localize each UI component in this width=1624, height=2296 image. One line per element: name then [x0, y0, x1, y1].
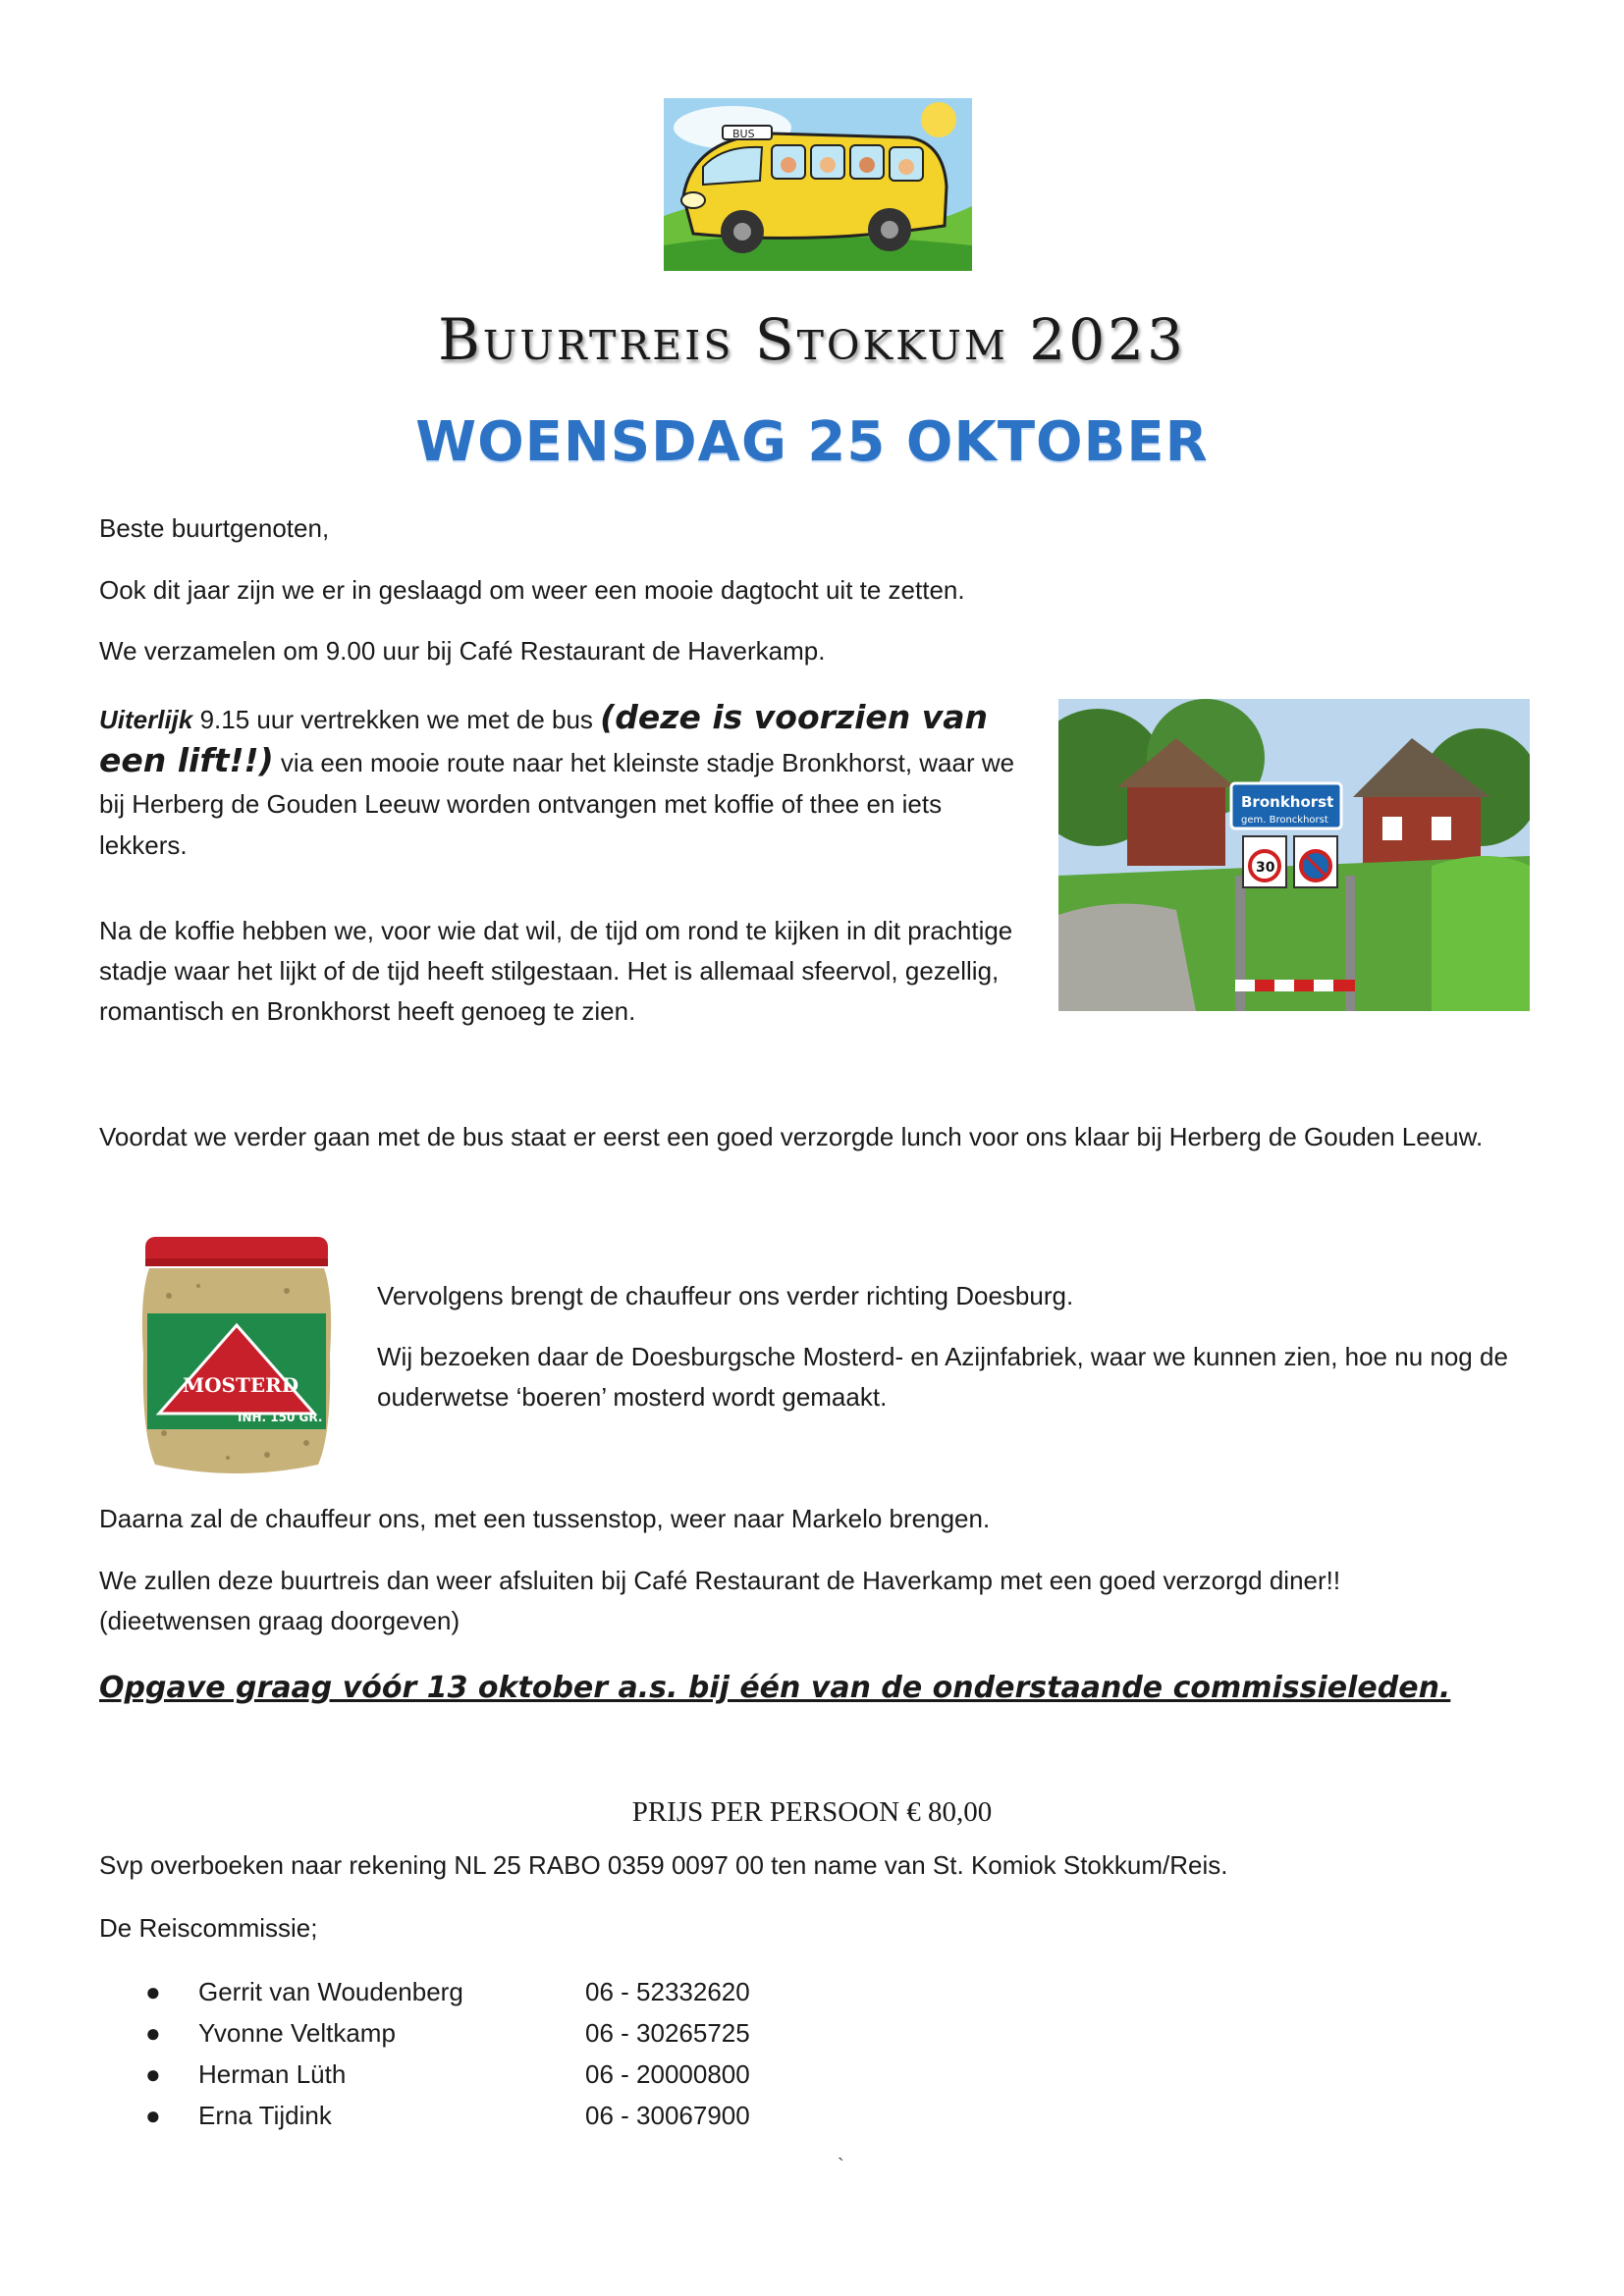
paragraph-mustard-factory: Wij bezoeken daar de Doesburgsche Mosterd- en Azijnfabriek, waar we kunnen zien, hoe nu nog de ouderwetse ‘boeren’ mosterd wordt gemaakt. [377, 1342, 1508, 1412]
member-phone: 06 - 52332620 [585, 1977, 750, 2006]
member-phone: 06 - 30067900 [585, 2101, 750, 2130]
member-name: Erna Tijdink [198, 2101, 332, 2130]
paragraph-dinner: We zullen deze buurtreis dan weer afsluiten bij Café Restaurant de Haverkamp met een goed verzorgd diner!! (dieetwensen graag doorgeven) [99, 1566, 1341, 1635]
sign-speed: 30 [1256, 860, 1275, 876]
paragraph-doesburg: Vervolgens brengt de chauffeur ons verder richting Doesburg. [377, 1281, 1074, 1310]
page-title: Buurtreis Stokkum 2023 [438, 306, 1186, 373]
bus-illustration [664, 98, 972, 271]
paragraph-intro: Ook dit jaar zijn we er in geslaagd om weer een mooie dagtocht uit te zetten. [99, 575, 965, 605]
departure-text-a: 9.15 uur vertrekken we met de bus [192, 705, 601, 734]
bullet-icon: ● [145, 2059, 161, 2089]
event-date: WOENSDAG 25 OKTOBER [415, 410, 1209, 474]
bank-instruction: Svp overboeken naar rekening NL 25 RABO 0359 0097 00 ten name van St. Komiok Stokkum/Reis. [99, 1850, 1228, 1880]
paragraph-meeting: We verzamelen om 9.00 uur bij Café Restaurant de Haverkamp. [99, 636, 826, 666]
jar-weight-text: INH. 150 GR. [238, 1411, 323, 1424]
member-phone: 06 - 30265725 [585, 2018, 750, 2048]
sign-municipality: gem. Bronckhorst [1241, 815, 1328, 826]
signup-notice: Opgave graag vóór 13 oktober a.s. bij één van de onderstaande commissieleden. [99, 1671, 1451, 1705]
lift-emphasis: (deze is voorzien van een lift!!) [99, 698, 989, 779]
paragraph-departure [99, 697, 1032, 866]
paragraph-coffee: Na de koffie hebben we, voor wie dat wil, de tijd om rond te kijken in dit prachtige stadje waar het lijkt of de tijd heeft stilgestaan. Het is allemaal sfeervol, gezellig, romantisch en Bronkhorst heeft genoeg te zien. [99, 916, 1013, 1026]
mustard-jar-photo [139, 1237, 334, 1478]
bullet-icon: ● [145, 2101, 161, 2130]
jar-label-text: MOSTERD [183, 1373, 299, 1397]
member-phone: 06 - 20000800 [585, 2059, 750, 2089]
member-name: Gerrit van Woudenberg [198, 1977, 463, 2006]
bus-sign-text: BUS [732, 128, 755, 140]
bronkhorst-photo [1058, 699, 1530, 1011]
sign-town-name: Bronkhorst [1241, 793, 1334, 811]
bullet-icon: ● [145, 2018, 161, 2048]
committee-label: De Reiscommissie; [99, 1913, 318, 1943]
member-name: Herman Lüth [198, 2059, 347, 2089]
member-name: Yvonne Veltkamp [198, 2018, 396, 2048]
stray-mark: ` [838, 2156, 844, 2177]
bullet-icon: ● [145, 1977, 161, 2006]
price-per-person: PRIJS PER PERSOON € 80,00 [631, 1796, 993, 1828]
paragraph-lunch: Voordat we verder gaan met de bus staat er eerst een goed verzorgde lunch voor ons klaar bij Herberg de Gouden Leeuw. [99, 1122, 1484, 1151]
departure-text-b: via een mooie route naar het kleinste stadje Bronkhorst, waar we bij Herberg de Gouden Leeuw worden ontvangen met koffie of thee en iets lekkers. [99, 748, 1015, 860]
departure-lead: Uiterlijk [99, 705, 193, 734]
paragraph-return: Daarna zal de chauffeur ons, met een tussenstop, weer naar Markelo brengen. [99, 1504, 991, 1533]
greeting: Beste buurtgenoten, [99, 513, 330, 543]
